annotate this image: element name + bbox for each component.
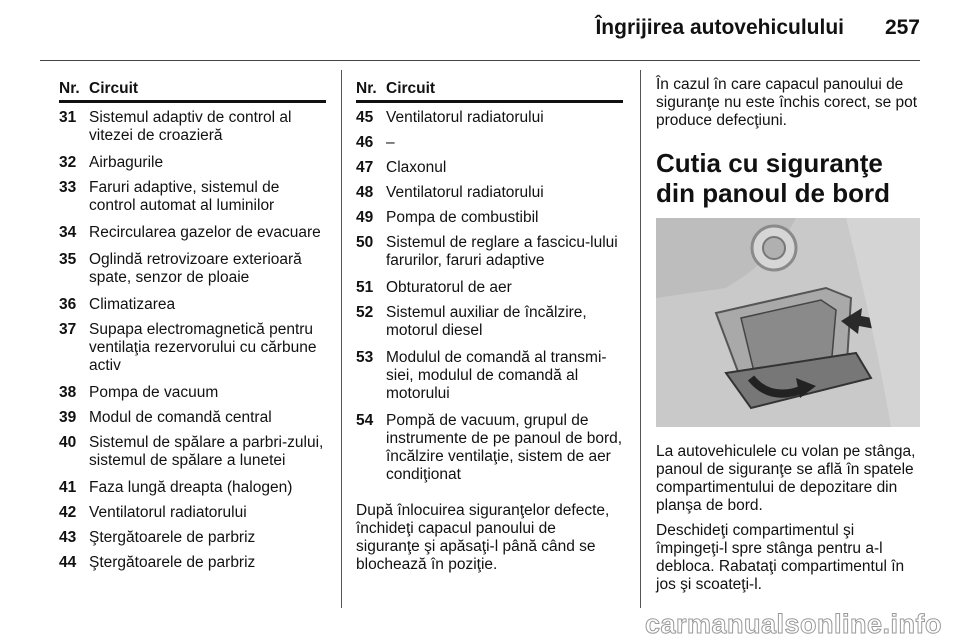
fuse-table-2	[356, 80, 623, 581]
fuse-circuit: –	[386, 134, 395, 151]
location-paragraph: La autovehiculele cu volan pe stânga, panoul de siguranţe se află în spatele compartimentului de depozitare din planşa de bord.	[656, 443, 916, 514]
table-row	[356, 349, 623, 403]
table-row	[356, 184, 623, 202]
fuse-number: 43	[59, 529, 77, 546]
fuse-circuit: Sistemul de reglare a fascicu-lului farurilor, faruri adaptive	[386, 234, 618, 269]
fuse-table-1	[59, 80, 326, 572]
fuse-number: 41	[59, 479, 77, 496]
fuse-circuit: Faruri adaptive, sistemul de control automat al luminilor	[89, 179, 280, 214]
table-row	[59, 479, 326, 497]
column-divider	[640, 70, 641, 608]
fuse-number: 37	[59, 321, 77, 338]
fuse-number: 50	[356, 234, 374, 251]
fuse-number: 34	[59, 224, 77, 241]
col-circuit-header: Circuit	[89, 80, 139, 97]
table-row	[59, 109, 326, 145]
fuse-circuit: Pompa de combustibil	[386, 209, 539, 226]
table-row	[59, 409, 326, 427]
table-row	[59, 504, 326, 522]
fuse-number: 36	[59, 296, 77, 313]
fuse-number: 31	[59, 109, 77, 126]
fuse-circuit: Pompa de vacuum	[89, 384, 219, 401]
fuse-circuit: Climatizarea	[89, 296, 176, 313]
table-row	[59, 434, 326, 470]
table-row	[356, 209, 623, 227]
instrument-panel-section	[656, 76, 922, 601]
fuse-circuit: Modulul de comandă al transmi-siei, modulul de comandă al motorului	[386, 349, 607, 402]
fuse-number: 47	[356, 159, 374, 176]
col-circuit-header: Circuit	[386, 80, 436, 97]
fuse-circuit: Supapa electromagnetică pentru ventilaţia rezervorului cu cărbune activ	[89, 321, 317, 374]
fuse-circuit: Sistemul auxiliar de încălzire, motorul diesel	[386, 304, 587, 339]
table-row	[59, 384, 326, 402]
fuse-circuit: Oglindă retrovizoare exterioară spate, senzor de ploaie	[89, 251, 302, 286]
fuse-circuit: Sistemul de spălare a parbri-zului, sistemul de spălare a lunetei	[89, 434, 324, 469]
page-title: Îngrijirea autovehiculului	[595, 16, 844, 39]
fuse-number: 45	[356, 109, 374, 126]
fuse-circuit: Faza lungă dreapta (halogen)	[89, 479, 293, 496]
fuse-number: 40	[59, 434, 77, 451]
fuse-circuit: Airbagurile	[89, 154, 164, 171]
site-watermark: carmanualsonline.info	[644, 609, 942, 639]
fuse-box-illustration	[656, 218, 920, 427]
intro-paragraph: În cazul în care capacul panoului de siguranţe nu este închis corect, se pot produce defecţiuni.	[656, 76, 918, 129]
table-row	[356, 304, 623, 340]
table-row	[59, 179, 326, 215]
fuse-circuit: Ştergătoarele de parbriz	[89, 529, 256, 546]
fuse-number: 42	[59, 504, 77, 521]
table-row	[356, 159, 623, 177]
fuse-circuit: Recircularea gazelor de evacuare	[89, 224, 321, 241]
fuse-number: 38	[59, 384, 77, 401]
fuse-number: 35	[59, 251, 77, 268]
fuse-circuit: Sistemul adaptiv de control al vitezei de croazieră	[89, 109, 292, 144]
fuse-circuit: Ştergătoarele de parbriz	[89, 554, 256, 571]
fuse-number: 49	[356, 209, 374, 226]
table-row	[59, 321, 326, 375]
fuse-circuit: Ventilatorul radiatorului	[89, 504, 247, 521]
col-nr-header: Nr.	[59, 80, 80, 97]
fuse-circuit: Claxonul	[386, 159, 447, 176]
replacement-paragraph: După înlocuirea siguranţelor defecte, închideţi capacul panoului de siguranţe şi apăsaţi-l până când se blochează în poziţie.	[356, 502, 610, 573]
fuse-circuit: Modul de comandă central	[89, 409, 272, 426]
table-row	[356, 412, 623, 484]
table-row	[356, 109, 623, 127]
page-header	[40, 0, 920, 61]
col-nr-header: Nr.	[356, 80, 377, 97]
fuse-number: 48	[356, 184, 374, 201]
table-row	[59, 529, 326, 547]
fuse-number: 44	[59, 554, 77, 571]
fuse-number: 52	[356, 304, 374, 321]
fuse-circuit: Obturatorul de aer	[386, 279, 512, 296]
fuse-circuit: Pompă de vacuum, grupul de instrumente de pe panoul de bord, încălzire ventilaţie, sistem de aer condiţionat	[386, 412, 623, 483]
table-row	[59, 554, 326, 572]
table-row	[356, 134, 623, 152]
table-header	[356, 80, 623, 103]
fuse-number: 51	[356, 279, 374, 296]
fuse-number: 33	[59, 179, 77, 196]
fuse-number: 32	[59, 154, 77, 171]
table-row	[59, 251, 326, 287]
table-row	[59, 224, 326, 242]
column-divider	[341, 70, 342, 608]
section-heading: Cutia cu siguranţe din panoul de bord	[656, 148, 890, 208]
knob-center	[763, 237, 785, 259]
fuse-number: 53	[356, 349, 374, 366]
table-row	[59, 154, 326, 172]
fuse-number: 46	[356, 134, 374, 151]
table-row	[356, 279, 623, 297]
fuse-circuit: Ventilatorul radiatorului	[386, 109, 544, 126]
fuse-circuit: Ventilatorul radiatorului	[386, 184, 544, 201]
table-row	[356, 234, 623, 270]
fuse-number: 39	[59, 409, 77, 426]
table-header	[59, 80, 326, 103]
table-row	[59, 296, 326, 314]
fuse-number: 54	[356, 412, 374, 429]
page-number: 257	[884, 16, 920, 39]
instruction-paragraph: Deschideţi compartimentul şi împingeţi-l spre stânga pentru a-l debloca. Rabataţi compartimentul în jos şi scoateţi-l.	[656, 522, 905, 593]
